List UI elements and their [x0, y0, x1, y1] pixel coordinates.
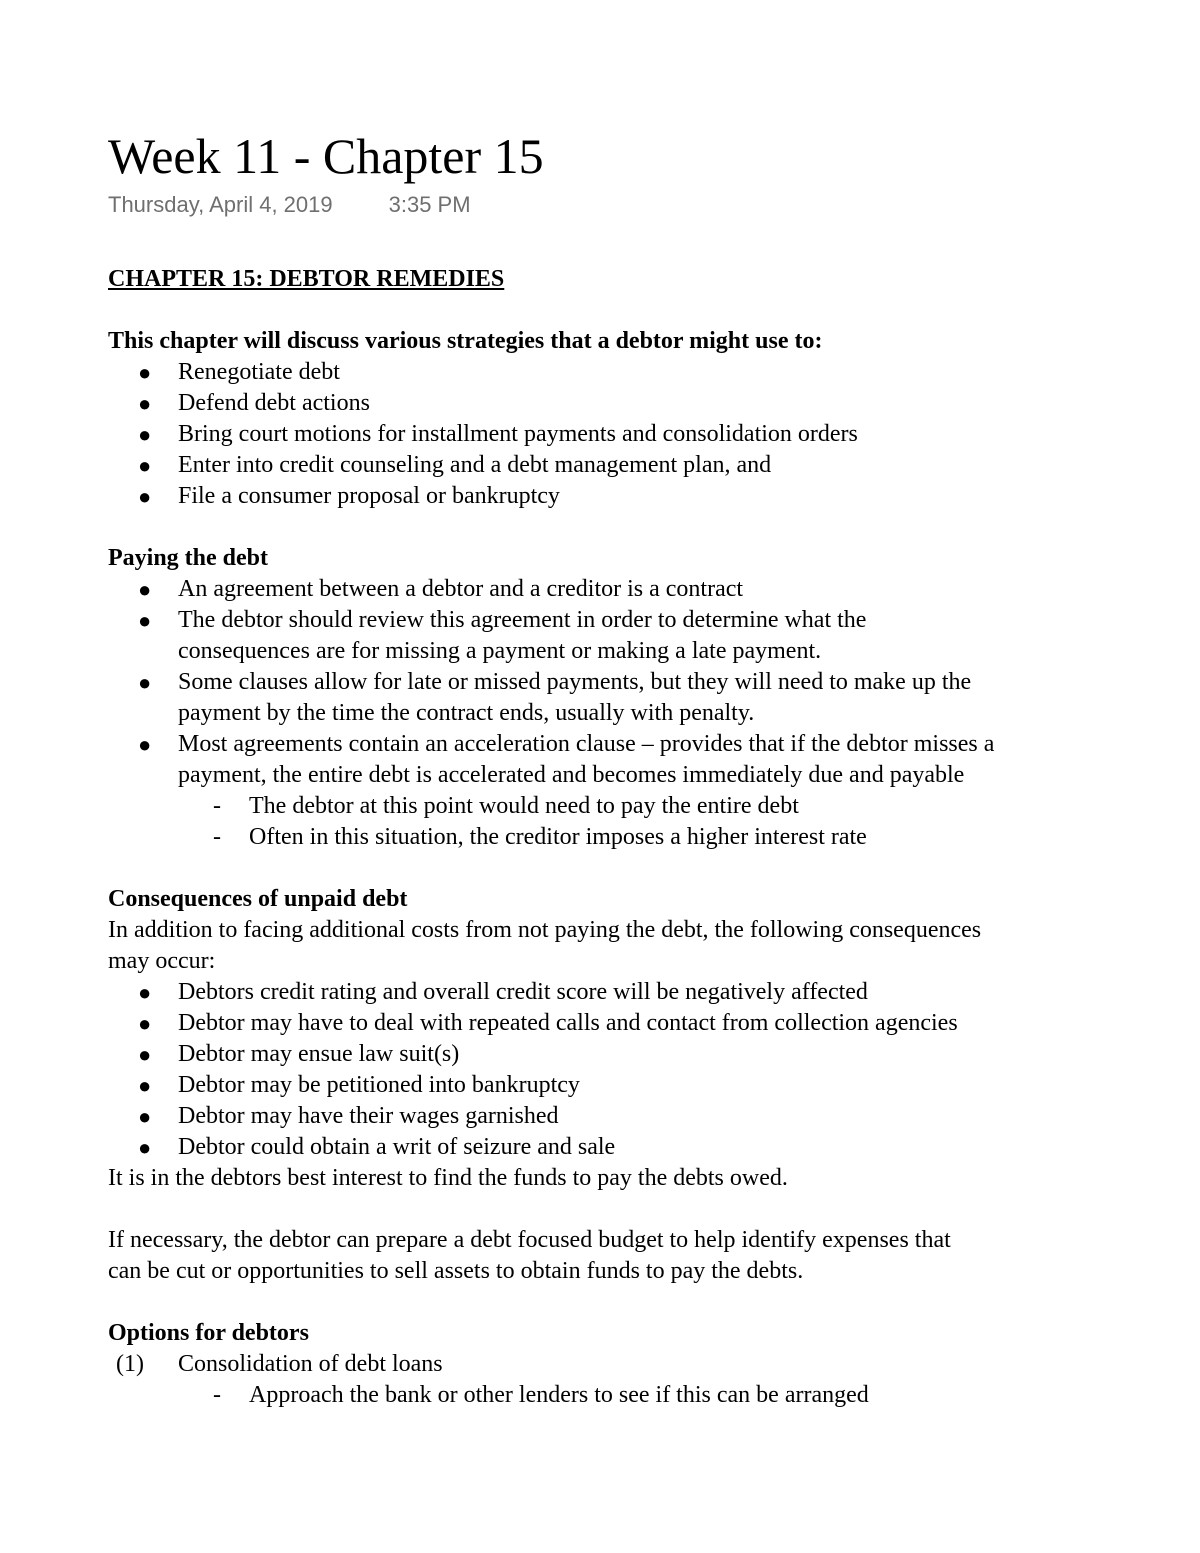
note-timestamp	[108, 192, 471, 218]
list-item: ● Debtor may have their wages garnished	[108, 1101, 1148, 1132]
bullet-icon: ●	[138, 453, 152, 478]
list-item: ● Debtor may ensue law suit(s)	[108, 1039, 1148, 1070]
bullet-icon: ●	[138, 422, 152, 447]
bullet-icon: ●	[138, 732, 152, 757]
list-item: ● Defend debt actions	[108, 388, 1148, 419]
paying-sublist	[108, 791, 1148, 853]
list-item: ● Enter into credit counseling and a debt management plan, and	[108, 450, 1148, 481]
budget-paragraph: If necessary, the debtor can prepare a debt focused budget to help identify expenses that can be cut or opportunities to sell assets to obtain funds to pay the debts.	[108, 1227, 951, 1284]
chapter-heading: CHAPTER 15: DEBTOR REMEDIES	[108, 266, 505, 292]
note-time: 3:35 PM	[388, 192, 471, 217]
consequences-closing: It is in the debtors best interest to find the funds to pay the debts owed.	[108, 1165, 788, 1191]
list-item: ● Some clauses allow for late or missed payments, but they will need to make up the payment by the time the contract ends, usually with penalty.	[138, 669, 972, 726]
bullet-icon: ●	[138, 670, 152, 695]
list-item: ● Debtor may be petitioned into bankruptcy	[108, 1070, 1148, 1101]
page-title: Week 11 - Chapter 15	[108, 128, 544, 184]
list-item: - The debtor at this point would need to pay the entire debt	[108, 791, 1148, 822]
dash-icon: -	[213, 1382, 221, 1408]
list-item: ● Renegotiate debt	[108, 357, 1148, 388]
list-item: ● File a consumer proposal or bankruptcy	[108, 481, 1148, 512]
list-item: - Often in this situation, the creditor imposes a higher interest rate	[108, 822, 1148, 853]
intro-list	[108, 357, 1148, 512]
list-item: (1) Consolidation of debt loans	[108, 1349, 1148, 1380]
list-item: ● An agreement between a debtor and a creditor is a contract	[108, 574, 1148, 605]
dash-icon: -	[213, 793, 221, 819]
paying-list	[108, 574, 1148, 791]
consequences-heading: Consequences of unpaid debt	[108, 886, 408, 912]
bullet-icon: ●	[138, 1104, 152, 1129]
bullet-icon: ●	[138, 1135, 152, 1160]
paying-heading: Paying the debt	[108, 545, 269, 571]
bullet-icon: ●	[138, 484, 152, 509]
bullet-icon: ●	[138, 391, 152, 416]
list-number: (1)	[116, 1351, 144, 1377]
list-item: ● Debtor could obtain a writ of seizure and sale	[108, 1132, 1148, 1163]
options-sublist	[108, 1380, 1148, 1411]
dash-icon: -	[213, 824, 221, 850]
bullet-icon: ●	[138, 577, 152, 602]
list-item: ● Debtors credit rating and overall credit score will be negatively affected	[108, 977, 1148, 1008]
bullet-icon: ●	[138, 1073, 152, 1098]
note-date: Thursday, April 4, 2019	[108, 192, 333, 217]
note-body	[108, 264, 1148, 1411]
bullet-icon: ●	[138, 980, 152, 1005]
options-heading: Options for debtors	[108, 1320, 309, 1346]
bullet-icon: ●	[138, 1042, 152, 1067]
bullet-icon: ●	[138, 1011, 152, 1036]
bullet-icon: ●	[138, 360, 152, 385]
list-item: ● Most agreements contain an acceleration clause – provides that if the debtor misses a payment, the entire debt is accelerated and becomes immediately due and payable	[138, 731, 995, 788]
list-item: ● The debtor should review this agreement in order to determine what the consequences are for missing a payment or making a late payment.	[138, 607, 867, 664]
consequences-intro: In addition to facing additional costs from not paying the debt, the following consequences may occur:	[108, 917, 982, 974]
list-item: ● Bring court motions for installment payments and consolidation orders	[108, 419, 1148, 450]
intro-heading: This chapter will discuss various strategies that a debtor might use to:	[108, 328, 823, 354]
options-list	[108, 1349, 1148, 1380]
list-item: ● Debtor may have to deal with repeated calls and contact from collection agencies	[108, 1008, 1148, 1039]
consequences-list	[108, 977, 1148, 1163]
bullet-icon: ●	[138, 608, 152, 633]
list-item: - Approach the bank or other lenders to see if this can be arranged	[108, 1380, 1148, 1411]
